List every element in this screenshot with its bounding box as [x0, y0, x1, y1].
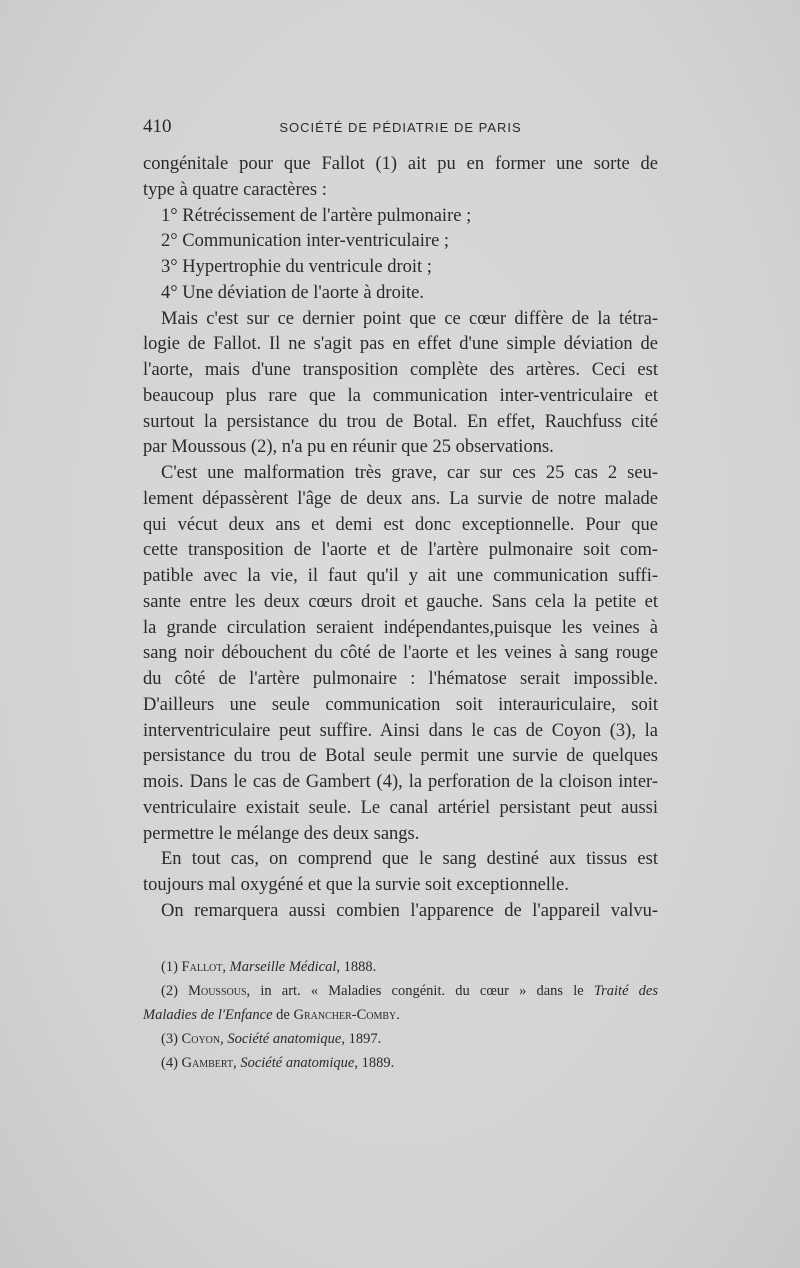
- footnote-text: ,: [222, 959, 230, 975]
- text-line: C'est une malformation très grave, car sur ces 25 cas 2 seu-: [161, 463, 658, 483]
- paragraph: [143, 204, 658, 230]
- footnote-text: (3): [161, 1031, 182, 1047]
- paragraph: [143, 229, 658, 255]
- footnote-line: [143, 979, 658, 1003]
- text-line: par Moussous (2), n'a pu en réunir que 25 observations.: [143, 437, 554, 458]
- text-line: beaucoup plus rare que la communication inter-ventriculaire et: [143, 385, 658, 406]
- text-line: sante entre les deux cœurs droit et gauche. Sans cela la petite et: [143, 591, 658, 612]
- citation-title: Société anatomique: [227, 1031, 342, 1047]
- text-line: qui vécut deux ans et demi est donc exceptionnelle. Pour que: [143, 514, 658, 535]
- author-name: Coyon: [181, 1031, 221, 1047]
- text-line: permettre le mélange des deux sangs.: [143, 823, 420, 844]
- paragraph: [143, 307, 658, 462]
- footnote-line: [143, 1027, 658, 1051]
- footnote-text: ,: [233, 1055, 241, 1071]
- text-line: patible avec la vie, il faut qu'il y ait une communication suffi-: [143, 566, 658, 586]
- text-line: En tout cas, on comprend que le sang destiné aux tissus est: [161, 849, 658, 870]
- text-line: On remarquera aussi combien l'apparence de l'appareil valvu-: [161, 900, 658, 921]
- page-header: [143, 116, 658, 140]
- footnote-text: (2): [161, 983, 189, 999]
- text-line: Mais c'est sur ce dernier point que ce cœur diffère de la tétra-: [161, 308, 658, 329]
- author-name: Moussous: [188, 983, 247, 999]
- text-line: 3° Hypertrophie du ventricule droit ;: [161, 257, 432, 277]
- text-line: la grande circulation seraient indépendantes,puisque les veines à: [143, 617, 658, 638]
- text-line: lement dépassèrent l'âge de deux ans. La survie de notre malade: [143, 488, 658, 509]
- footnote-text: , 1889.: [354, 1055, 395, 1071]
- text-line: surtout la persistance du trou de Botal. En effet, Rauchfuss cité: [143, 411, 658, 432]
- text-line: l'aorte, mais d'une transposition complète des artères. Ceci est: [143, 360, 658, 380]
- footnote-text: .: [396, 1007, 400, 1023]
- footnote-text: , 1888.: [336, 959, 377, 975]
- text-line: 1° Rétrécissement de l'artère pulmonaire ;: [161, 205, 472, 226]
- footnote: [143, 979, 658, 1027]
- text-line: logie de Fallot. Il ne s'agit pas en effet d'une simple déviation de: [143, 334, 658, 355]
- footnote-line: [143, 1051, 658, 1075]
- paragraph: [143, 461, 658, 847]
- footnote-text: , 1897.: [341, 1031, 382, 1047]
- footnote: [143, 955, 658, 979]
- text-line: sang noir débouchent du côté de l'aorte et les veines à sang rouge: [143, 643, 658, 664]
- text-line: toujours mal oxygéné et que la survie soit exceptionnelle.: [143, 875, 569, 895]
- paragraph: [143, 847, 658, 899]
- paragraph: [143, 152, 658, 204]
- author-name: Fallot: [181, 959, 223, 975]
- footnote-text: ,: [220, 1031, 228, 1047]
- text-line: ventriculaire existait seule. Le canal artériel persistant peut aussi: [143, 797, 658, 818]
- text-line: persistance du trou de Botal seule permit une survie de quelques: [143, 746, 658, 767]
- footnote-text: , in art. « Maladies congénit. du cœur » dans le: [246, 983, 594, 999]
- text-line: du côté de l'artère pulmonaire : l'hématose serait impossible.: [143, 669, 658, 689]
- citation-title: Traité des: [593, 983, 658, 999]
- text-line: D'ailleurs une seule communication soit interauriculaire, soit: [143, 694, 658, 715]
- page-number: 410: [143, 116, 172, 137]
- footnote: [143, 1027, 658, 1051]
- running-title: SOCIÉTÉ DE PÉDIATRIE DE PARIS: [279, 120, 522, 135]
- citation-title: Société anatomique: [240, 1055, 355, 1071]
- author-name: Grancher-Comby: [293, 1007, 397, 1023]
- text-line: 2° Communication inter-ventriculaire ;: [161, 231, 450, 252]
- text-line: congénitale pour que Fallot (1) ait pu en former une sorte de: [143, 154, 658, 174]
- citation-title: Maladies de l'Enfance: [143, 1007, 273, 1023]
- text-line: interventriculaire peut suffire. Ainsi dans le cas de Coyon (3), la: [143, 720, 658, 741]
- footnote-text: (1): [161, 959, 182, 975]
- text-line: mois. Dans le cas de Gambert (4), la perforation de la cloison inter-: [143, 772, 658, 792]
- footnote-text: (4): [161, 1055, 182, 1071]
- paragraph: [143, 255, 658, 281]
- author-name: Gambert: [181, 1055, 234, 1071]
- text-line: type à quatre caractères :: [143, 179, 327, 200]
- paragraph: [143, 899, 658, 925]
- footnote-text: de: [272, 1007, 294, 1023]
- footnotes: [143, 955, 658, 1075]
- text-line: 4° Une déviation de l'aorte à droite.: [161, 282, 424, 303]
- citation-title: Marseille Médical: [229, 959, 337, 975]
- text-line: cette transposition de l'aorte et de l'artère pulmonaire soit com-: [143, 540, 658, 561]
- footnote-line: [143, 955, 658, 979]
- paragraph: [143, 281, 658, 307]
- footnote: [143, 1051, 658, 1075]
- body-text: [143, 152, 658, 925]
- footnote-line: [143, 1003, 658, 1027]
